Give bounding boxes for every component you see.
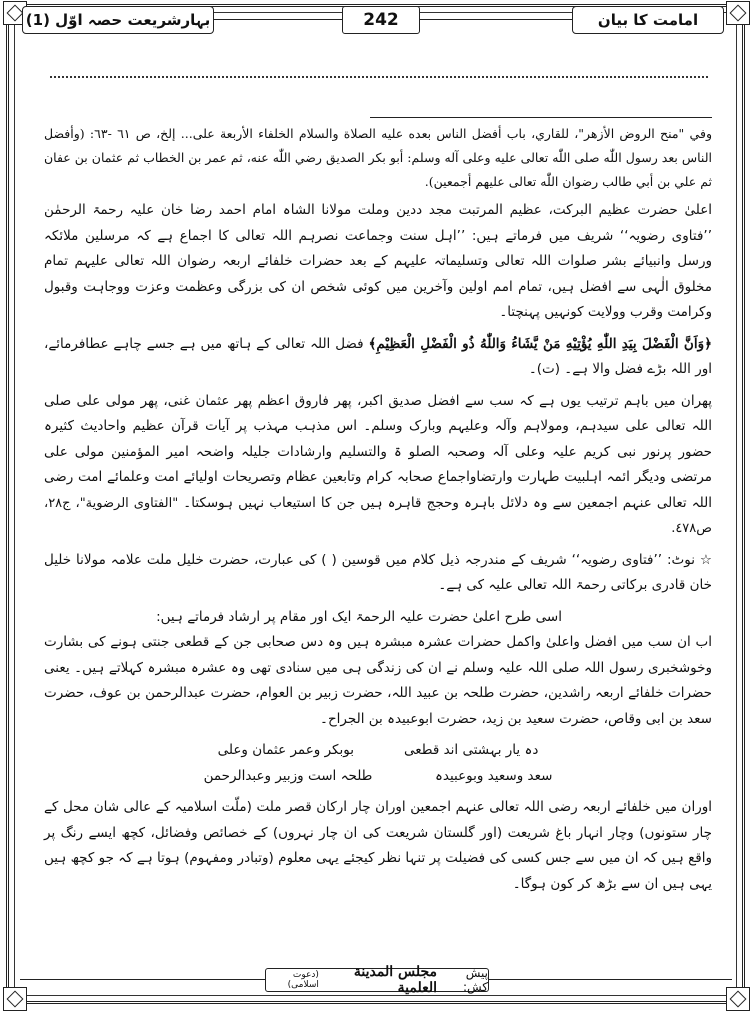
publisher-name: مجلس المدينة العلمية	[353, 964, 437, 996]
publisher-sub: (دعوت اسلامی)	[287, 970, 319, 990]
footer-rule	[487, 979, 732, 980]
footer-rule	[20, 979, 265, 980]
book-title: بہارشریعت حصہ اوّل (1)	[22, 6, 214, 34]
footer-prefix: پیش کش:	[462, 966, 488, 994]
page-content	[44, 122, 712, 903]
footnote-text	[44, 122, 712, 194]
quran-translation: فضل اللہ تعالی کے ہاتھ میں ہے جسے چاہے عطافرمائے، اور اللہ بڑے فضل والا ہے۔ (ت)۔	[44, 335, 712, 377]
poem-line	[44, 738, 712, 764]
intro-line: اسی طرح اعلیٰ حضرت علیہ الرحمۃ ایک اور مقام پر ارشاد فرماتے ہیں:	[156, 608, 562, 625]
header-rule	[418, 19, 572, 20]
poem-line	[44, 764, 712, 790]
publisher-footer	[265, 964, 489, 996]
footnote-rule	[370, 117, 712, 118]
paragraph: اوران میں خلفائے اربعہ رضی اللہ تعالی عنہم اجمعین اوران چار ارکان قصر ملت (ملّت اسلامیہ کے عالی شان محل کے چار ستونوں) وچار انہار باغ شریعت (اور گلستان شریعت کی ان چار نہروں) کے خصائص وفضائل، کچھ ایسے رنگ پر واقع ہیں کہ ان میں سے جس کسی کی فضیلت پر تنہا نظر کیجئے یہی معلوم (وتبادر ومفہوم) ہوتا ہے کہ جو کچھ ہیں یہی ہیں ان سے بڑھ کر کون ہوگا۔	[44, 799, 712, 892]
corner-ornament-icon	[726, 987, 750, 1011]
quran-verse-block	[44, 332, 712, 383]
poem-hemistich: دہ یار بہشتی اند قطعی	[403, 742, 539, 758]
poem-hemistich: بوبکر وعمر عثمان وعلی	[217, 742, 354, 758]
poem-hemistich: طلحہ است وزبیر وعبدالرحمن	[203, 767, 373, 784]
header-dotted-divider	[50, 76, 708, 78]
paragraph: اعلیٰ حضرت عظیم البرکت، عظیم المرتبت مجد ددین وملت مولانا الشاہ امام احمد رضا خان علیہ رحمۃ الرحمٰن ’’فتاوی رضویہ‘‘ شریف میں فرماتے ہیں: ’’اہل سنت وجماعت نصرہم اللہ تعالی کا اجماع ہے کہ مرسلین ملائکہ ورسل وانبیائے بشر صلوات اللہ تعالی وتسلیماتہ علیہم کے بعد حضرات خلفائے اربعہ رضوان اللہ تعالی علیہم تمام مخلوق الٰہی سے افضل ہیں، تمام امم اولین وآخرین میں کوئی شخص ان کی بزرگی وعظمت وعزت ووجاہت وقبول وکرامت وقرب وولایت کونہیں پہنچتا۔	[44, 202, 712, 320]
header-rule	[212, 19, 342, 20]
paragraph: اب ان سب میں افضل واعلیٰ واکمل حضرات عشرہ مبشرہ ہیں وہ دس صحابی جن کے قطعی جنتی ہونے کی بشارت وخوشخبری رسول اللہ صلی اللہ علیہ وسلم نے ان کی زندگی ہی میں سنادی تھی وہ عشرہ مبشرہ کہلاتے ہیں۔ یعنی حضرات خلفائے اربعہ راشدین، حضرت طلحہ بن عبید اللہ، حضرت زبیر بن العوام، حضرت عبدالرحمن بن عوف، حضرت سعد بن ابی وقاص، حضرت سعید بن زید، حضرت ابوعبیدہ بن الجراح۔	[44, 634, 712, 727]
footnote-line: ثم عثمان بن عفان ثم علي بن أبي طالب رضوان اللّٰه تعالى عليهم أجمعين).	[44, 150, 712, 189]
quran-verse: ﴿وَاَنَّ الْفَضْلَ بِيَدِ اللّٰهِ يُؤْتِيْهِ مَنْ يَّشَاءُ وَاللّٰهُ ذُو الْفَضْلِ الْعَظِيْمِ﴾	[368, 335, 712, 352]
paragraph-text: پھران میں باہم ترتیب یوں ہے کہ سب سے افضل صدیق اکبر، پھر فاروق اعظم پھر عثمان غنی، پھر مولی علی صلی اللہ تعالی علی سیدہم، ومولاہم وآلہ وعلیہم وبارک وسلم۔ اس مذہب مہذب پر آیات قرآن عظیم واحادیث کثیرہ حضور پرنور نبی کریم علیہ وعلی آلہ وصحبہ الصلو ۃ والتسلیم وارشادات جلیلہ واضحہ امیر المؤمنین مولی علی مرتضی ودیگر ائمہ اہلبیت طہارت وارتضاواجماع صحابہ کرام وتابعین عظام وتصریحات اولیائے امت وعلمائے امت رضی اللہ تعالی عنہم اجمعین سے وہ دلائل باہرہ وحجج قاہرہ ہیں جن کا استیعاب نہیں ہوسکتا۔	[44, 392, 712, 511]
footnote-line: -٦٣: (وأفضل الناس بعد رسول اللّٰه صلى اللّٰه تعالى عليه وعلى آله وسلم: أبو بكر الصديق رضي اللّٰه عنه، ثم عمر بن الخطاب	[44, 126, 712, 165]
poem-hemistich: سعد وسعید وبوعبیدہ	[434, 767, 553, 784]
chapter-title: امامت کا بیان	[572, 6, 724, 34]
citation: "الفتاوى الرضوية"، ج٢٨، ص٤٧٨.	[44, 495, 712, 536]
corner-ornament-icon	[726, 1, 750, 25]
paragraph	[44, 389, 712, 542]
corner-ornament-icon	[3, 987, 27, 1011]
note: ☆ نوٹ: ’’فتاوی رضویہ‘‘ شریف کے مندرجہ ذیل کلام میں قوسین ( ) کی عبارت، حضرت خلیل ملت علامہ مولانا خلیل خان قادری برکاتی رحمۃ اللہ تعالی علیہ کی ہے۔	[44, 551, 712, 593]
page-number: 242	[342, 6, 420, 34]
footnote-line: وفي "منح الروض الأزهر"، للقاري، باب أفضل الناس بعده عليه الصلاة والسلام الخلفاء الأربعة على... إلخ، ص ٦١	[117, 126, 712, 141]
